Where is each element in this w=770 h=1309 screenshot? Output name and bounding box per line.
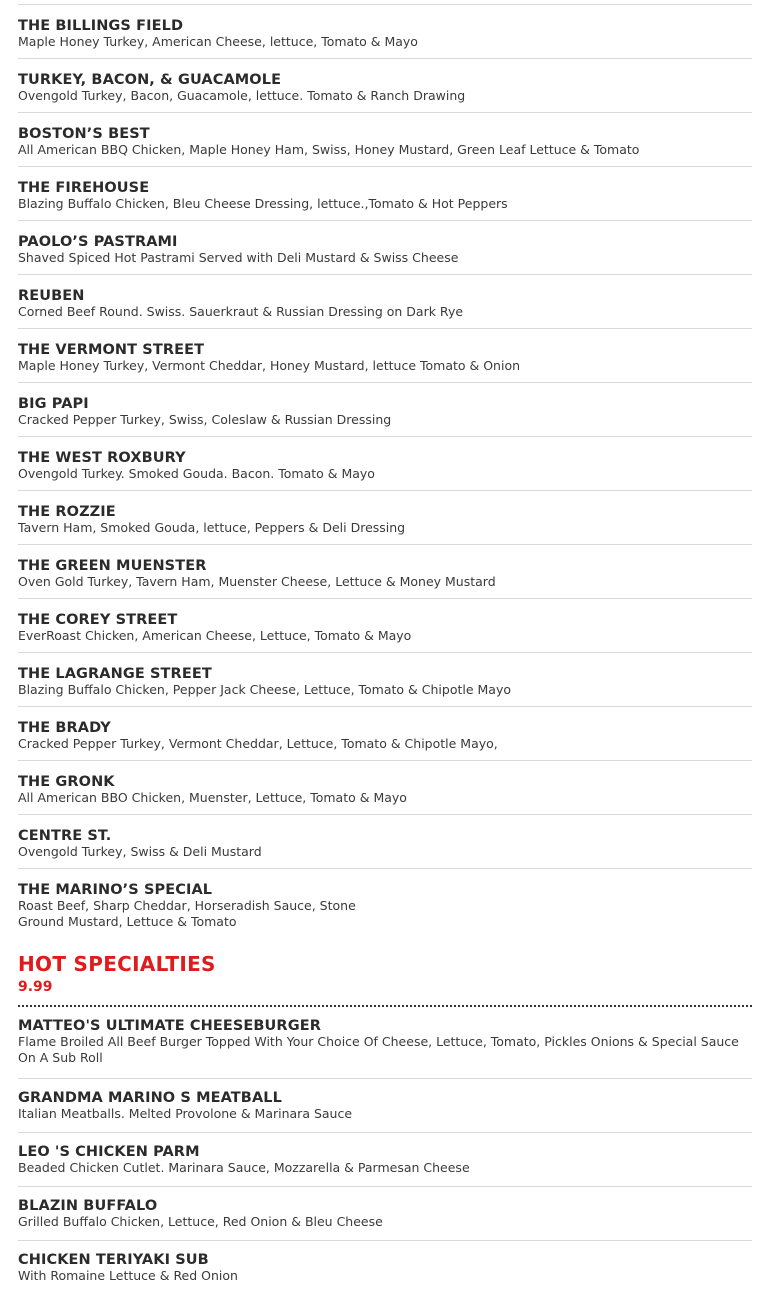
item-description: Ovengold Turkey. Smoked Gouda. Bacon. Tomato & Mayo [18, 466, 375, 481]
item-name: REUBEN [18, 288, 85, 304]
item-description: Beaded Chicken Cutlet. Marinara Sauce, Mozzarella & Parmesan Cheese [18, 1160, 470, 1175]
menu-item [18, 1133, 752, 1187]
item-name: THE WEST ROXBURY [18, 450, 186, 466]
menu-item [18, 221, 752, 275]
menu-item [18, 1007, 752, 1079]
menu-item [18, 437, 752, 491]
item-description: Blazing Buffalo Chicken, Bleu Cheese Dressing, lettuce.,Tomato & Hot Peppers [18, 196, 508, 211]
item-description: All American BBO Chicken, Muenster, Lettuce, Tomato & Mayo [18, 790, 407, 805]
menu-item [18, 1079, 752, 1133]
item-description: Cracked Pepper Turkey, Swiss, Coleslaw & Russian Dressing [18, 412, 392, 427]
item-description: Blazing Buffalo Chicken, Pepper Jack Cheese, Lettuce, Tomato & Chipotle Mayo [18, 682, 511, 697]
item-description: Maple Honey Turkey, Vermont Cheddar, Honey Mustard, lettuce Tomato & Onion [18, 358, 521, 373]
item-name: BOSTON’S BEST [18, 126, 150, 142]
item-name: THE BRADY [18, 720, 111, 736]
sandwich-list [18, 5, 752, 938]
menu-item [18, 5, 752, 59]
item-name: THE VERMONT STREET [18, 342, 205, 358]
item-description: Grilled Buffalo Chicken, Lettuce, Red Onion & Bleu Cheese [18, 1214, 383, 1229]
item-name: MATTEO'S ULTIMATE CHEESEBURGER [18, 1018, 321, 1034]
item-name: CENTRE ST. [18, 828, 112, 844]
item-description: Flame Broiled All Beef Burger Topped With Your Choice Of Cheese, Lettuce, Tomato, Pickles Onions & Special Sauce On A Sub Roll [18, 1034, 739, 1065]
menu-item [18, 167, 752, 221]
menu-item [18, 707, 752, 761]
item-name: THE ROZZIE [18, 504, 116, 520]
item-description: Corned Beef Round. Swiss. Sauerkraut & Russian Dressing on Dark Rye [18, 304, 464, 319]
menu-item [18, 761, 752, 815]
menu-item [18, 599, 752, 653]
section-title: HOT SPECIALTIES [18, 952, 216, 976]
item-name: CHICKEN TERIYAKI SUB [18, 1252, 209, 1268]
menu-item [18, 491, 752, 545]
menu-item [18, 545, 752, 599]
item-name: BLAZIN BUFFALO [18, 1198, 158, 1214]
item-name: LEO 'S CHICKEN PARM [18, 1144, 200, 1160]
item-name: THE COREY STREET [18, 612, 178, 628]
item-name: PAOLO’S PASTRAMI [18, 234, 178, 250]
item-name: GRANDMA MARINO S MEATBALL [18, 1090, 282, 1106]
item-description: Cracked Pepper Turkey, Vermont Cheddar, Lettuce, Tomato & Chipotle Mayo, [18, 736, 498, 751]
item-name: BIG PAPI [18, 396, 89, 412]
menu-item [18, 329, 752, 383]
item-name: THE LAGRANGE STREET [18, 666, 212, 682]
menu-item [18, 1187, 752, 1241]
item-description: Roast Beef, Sharp Cheddar, Horseradish Sauce, Stone Ground Mustard, Lettuce & Tomato [18, 898, 356, 929]
menu-item [18, 59, 752, 113]
item-name: THE GRONK [18, 774, 115, 790]
hot-specialties-list [18, 1007, 752, 1292]
item-name: THE MARINO’S SPECIAL [18, 882, 213, 898]
item-description: Tavern Ham, Smoked Gouda, lettuce, Peppers & Deli Dressing [18, 520, 406, 535]
section-header-hot-specialties [18, 938, 752, 1007]
item-description: EverRoast Chicken, American Cheese, Lettuce, Tomato & Mayo [18, 628, 412, 643]
section-price: 9.99 [18, 979, 53, 995]
item-description: All American BBQ Chicken, Maple Honey Ham, Swiss, Honey Mustard, Green Leaf Lettuce & Tomato [18, 142, 640, 157]
item-description: Italian Meatballs. Melted Provolone & Marinara Sauce [18, 1106, 353, 1121]
menu-item [18, 275, 752, 329]
item-description: Ovengold Turkey, Bacon, Guacamole, lettuce. Tomato & Ranch Drawing [18, 88, 466, 103]
item-description: With Romaine Lettuce & Red Onion [18, 1268, 238, 1283]
menu-item [18, 815, 752, 869]
menu-container [18, 0, 752, 1292]
item-name: THE GREEN MUENSTER [18, 558, 207, 574]
item-name: THE FIREHOUSE [18, 180, 150, 196]
menu-item [18, 1241, 752, 1292]
item-description: Ovengold Turkey, Swiss & Deli Mustard [18, 844, 262, 859]
item-name: TURKEY, BACON, & GUACAMOLE [18, 72, 282, 88]
menu-item [18, 113, 752, 167]
item-description: Maple Honey Turkey, American Cheese, lettuce, Tomato & Mayo [18, 34, 418, 49]
item-description: Oven Gold Turkey, Tavern Ham, Muenster Cheese, Lettuce & Money Mustard [18, 574, 496, 589]
menu-item [18, 653, 752, 707]
item-name: THE BILLINGS FIELD [18, 18, 184, 34]
item-description: Shaved Spiced Hot Pastrami Served with Deli Mustard & Swiss Cheese [18, 250, 459, 265]
menu-item [18, 383, 752, 437]
menu-item [18, 869, 752, 938]
